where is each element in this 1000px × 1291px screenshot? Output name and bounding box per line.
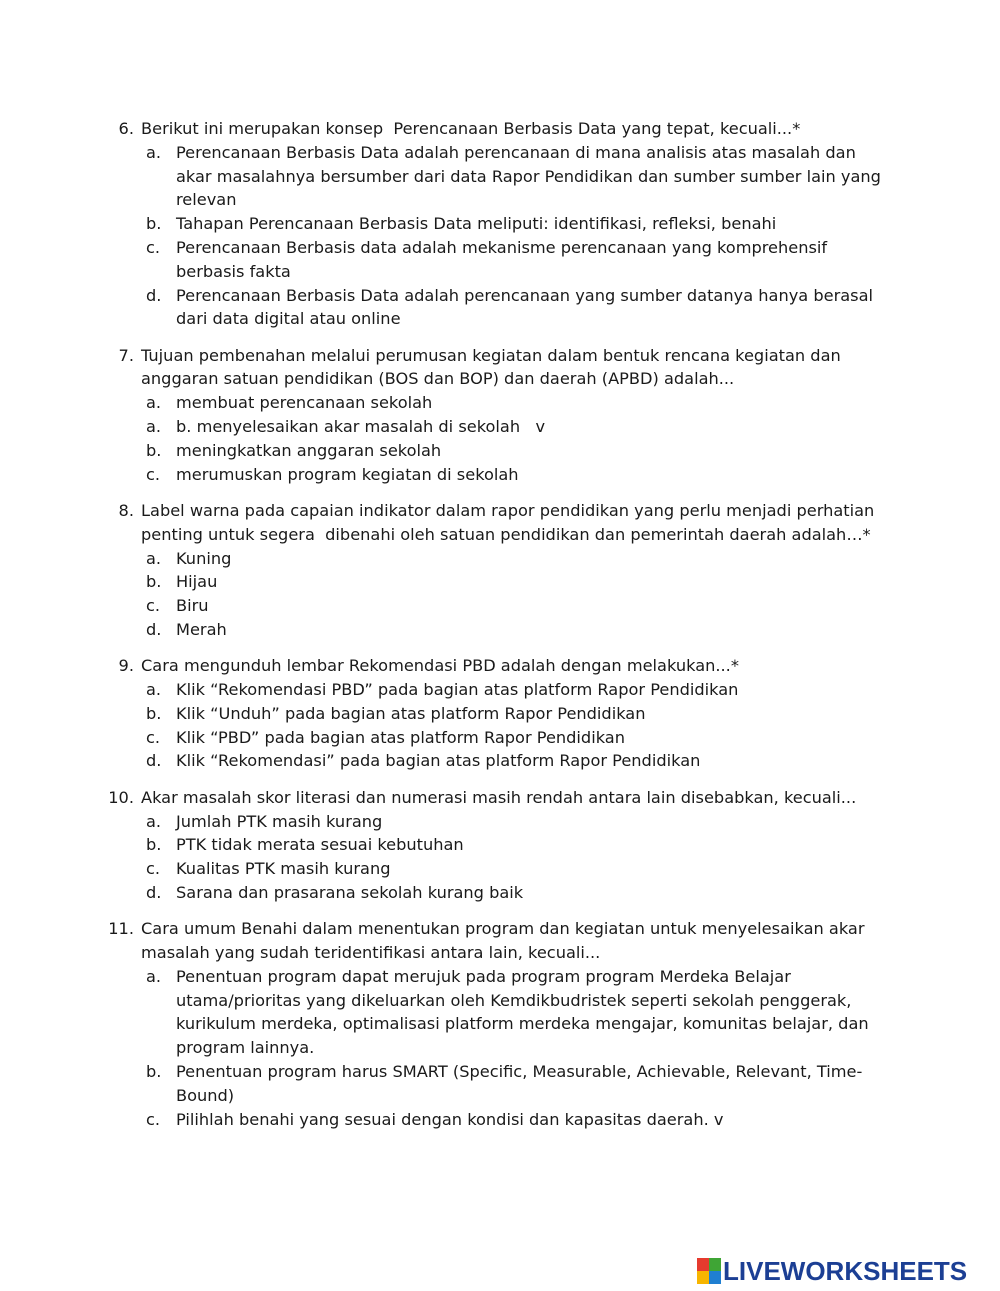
answer-option [0, 881, 1000, 905]
option-text: Klik “Rekomendasi” pada bagian atas platform Rapor Pendidikan [176, 751, 701, 771]
option-text: Kuning [176, 548, 232, 568]
answer-option [0, 702, 1000, 726]
option-label: b. [146, 1061, 162, 1081]
option-label: d. [146, 285, 162, 305]
option-text: Perencanaan Berbasis data adalah mekanisme perencanaan yang komprehensif berbasis fakta [176, 237, 833, 281]
answer-option [0, 391, 1000, 415]
answer-option [0, 857, 1000, 881]
option-text: Sarana dan prasarana sekolah kurang baik [176, 882, 524, 902]
question-text: Tujuan pembenahan melalui perumusan kegiatan dalam bentuk rencana kegiatan dan anggaran satuan pendidikan (BOS dan BOP) dan daerah (APBD) adalah... [141, 345, 846, 389]
liveworksheets-brand [697, 1256, 967, 1286]
question-number: 11. [108, 919, 134, 939]
option-label: c. [146, 596, 161, 616]
option-label: b. [146, 835, 162, 855]
answer-option [0, 1060, 1000, 1108]
question-text: Cara mengunduh lembar Rekomendasi PBD adalah dengan melakukan...* [141, 656, 739, 676]
option-label: b. [146, 572, 162, 592]
option-text: merumuskan program kegiatan di sekolah [176, 464, 519, 484]
option-label: a. [146, 548, 162, 568]
option-label: a. [146, 142, 162, 162]
logo-square-green [709, 1258, 721, 1271]
option-label: a. [146, 966, 162, 986]
answer-option [0, 678, 1000, 702]
option-text: Tahapan Perencanaan Berbasis Data meliputi: identifikasi, refleksi, benahi [176, 214, 777, 234]
answer-option [0, 833, 1000, 857]
question-number: 9. [118, 656, 134, 676]
answer-option [0, 212, 1000, 236]
option-label: a. [146, 393, 162, 413]
option-text: Jumlah PTK masih kurang [176, 811, 383, 831]
answer-option [0, 726, 1000, 750]
option-text: Klik “PBD” pada bagian atas platform Rapor Pendidikan [176, 727, 625, 747]
option-text: meningkatkan anggaran sekolah [176, 440, 442, 460]
question-line [0, 344, 1000, 392]
option-label: d. [146, 751, 162, 771]
option-label: a. [146, 811, 162, 831]
answer-option [0, 965, 1000, 1060]
question-number: 10. [108, 787, 134, 807]
option-text: Klik “Unduh” pada bagian atas platform Rapor Pendidikan [176, 703, 646, 723]
option-label: d. [146, 882, 162, 902]
option-text: Klik “Rekomendasi PBD” pada bagian atas platform Rapor Pendidikan [176, 680, 739, 700]
question-item [0, 344, 1000, 487]
question-item [0, 654, 1000, 773]
answer-option [0, 570, 1000, 594]
question-line [0, 917, 1000, 965]
question-list [0, 117, 1000, 1131]
option-label: b. [146, 703, 162, 723]
answer-option [0, 749, 1000, 773]
option-text: Hijau [176, 572, 218, 592]
option-text: Penentuan program dapat merujuk pada program program Merdeka Belajar utama/prioritas yang dikeluarkan oleh Kemdikbudristek seperti sekolah penggerak, kurikulum merdeka, optimalisasi platform merdeka mengajar, komunitas belajar, dan program lainnya. [176, 966, 874, 1058]
option-label: c. [146, 464, 161, 484]
question-line [0, 786, 1000, 810]
answer-option [0, 810, 1000, 834]
question-text: Akar masalah skor literasi dan numerasi masih rendah antara lain disebabkan, kecuali... [141, 787, 857, 807]
option-label: c. [146, 1109, 161, 1129]
question-item [0, 499, 1000, 642]
liveworksheets-logo-icon [697, 1258, 721, 1284]
option-label: b. [146, 440, 162, 460]
answer-option [0, 141, 1000, 212]
option-label: a. [146, 680, 162, 700]
logo-square-yellow [697, 1271, 709, 1284]
option-label: d. [146, 619, 162, 639]
logo-square-blue [709, 1271, 721, 1284]
answer-option [0, 594, 1000, 618]
option-text: Pilihlah benahi yang sesuai dengan kondisi dan kapasitas daerah. v [176, 1109, 724, 1129]
question-item [0, 917, 1000, 1131]
question-text: Berikut ini merupakan konsep Perencanaan Berbasis Data yang tepat, kecuali...* [141, 119, 801, 138]
question-number: 6. [118, 119, 134, 138]
answer-option [0, 439, 1000, 463]
option-label: a. [146, 417, 162, 437]
option-label: c. [146, 727, 161, 747]
option-text: PTK tidak merata sesuai kebutuhan [176, 835, 464, 855]
answer-option [0, 618, 1000, 642]
answer-option [0, 236, 1000, 284]
answer-option [0, 284, 1000, 332]
question-line [0, 654, 1000, 678]
logo-square-red [697, 1258, 709, 1271]
option-text: membuat perencanaan sekolah [176, 393, 433, 413]
brand-name: LIVEWORKSHEETS [723, 1256, 968, 1286]
option-text: Perencanaan Berbasis Data adalah perencanaan di mana analisis atas masalah dan akar masalahnya bersumber dari data Rapor Pendidikan dan sumber sumber lain yang relevan [176, 142, 887, 210]
option-label: b. [146, 214, 162, 234]
question-text: Cara umum Benahi dalam menentukan program dan kegiatan untuk menyelesaikan akar masalah yang sudah teridentifikasi antara lain, kecuali... [141, 919, 870, 962]
option-text: Kualitas PTK masih kurang [176, 859, 391, 879]
worksheet-content [0, 117, 1000, 1144]
question-item [0, 786, 1000, 905]
option-text: Perencanaan Berbasis Data adalah perencanaan yang sumber datanya hanya berasal dari data digital atau online [176, 285, 879, 329]
option-text: b. menyelesaikan akar masalah di sekolah v [176, 417, 546, 437]
option-label: c. [146, 859, 161, 879]
answer-option [0, 1108, 1000, 1132]
question-text: Label warna pada capaian indikator dalam rapor pendidikan yang perlu menjadi perhatian penting untuk segera dibenahi oleh satuan pendidikan dan pemerintah daerah adalah…* [141, 500, 880, 544]
question-line [0, 117, 1000, 141]
option-label: c. [146, 237, 161, 257]
option-text: Merah [176, 619, 227, 639]
question-item [0, 117, 1000, 331]
question-number: 7. [118, 345, 134, 365]
question-number: 8. [118, 500, 134, 520]
answer-option [0, 547, 1000, 571]
answer-option [0, 415, 1000, 439]
option-text: Biru [176, 596, 209, 616]
question-line [0, 499, 1000, 547]
answer-option [0, 463, 1000, 487]
option-text: Penentuan program harus SMART (Specific, Measurable, Achievable, Relevant, Time-Bound) [176, 1061, 863, 1105]
